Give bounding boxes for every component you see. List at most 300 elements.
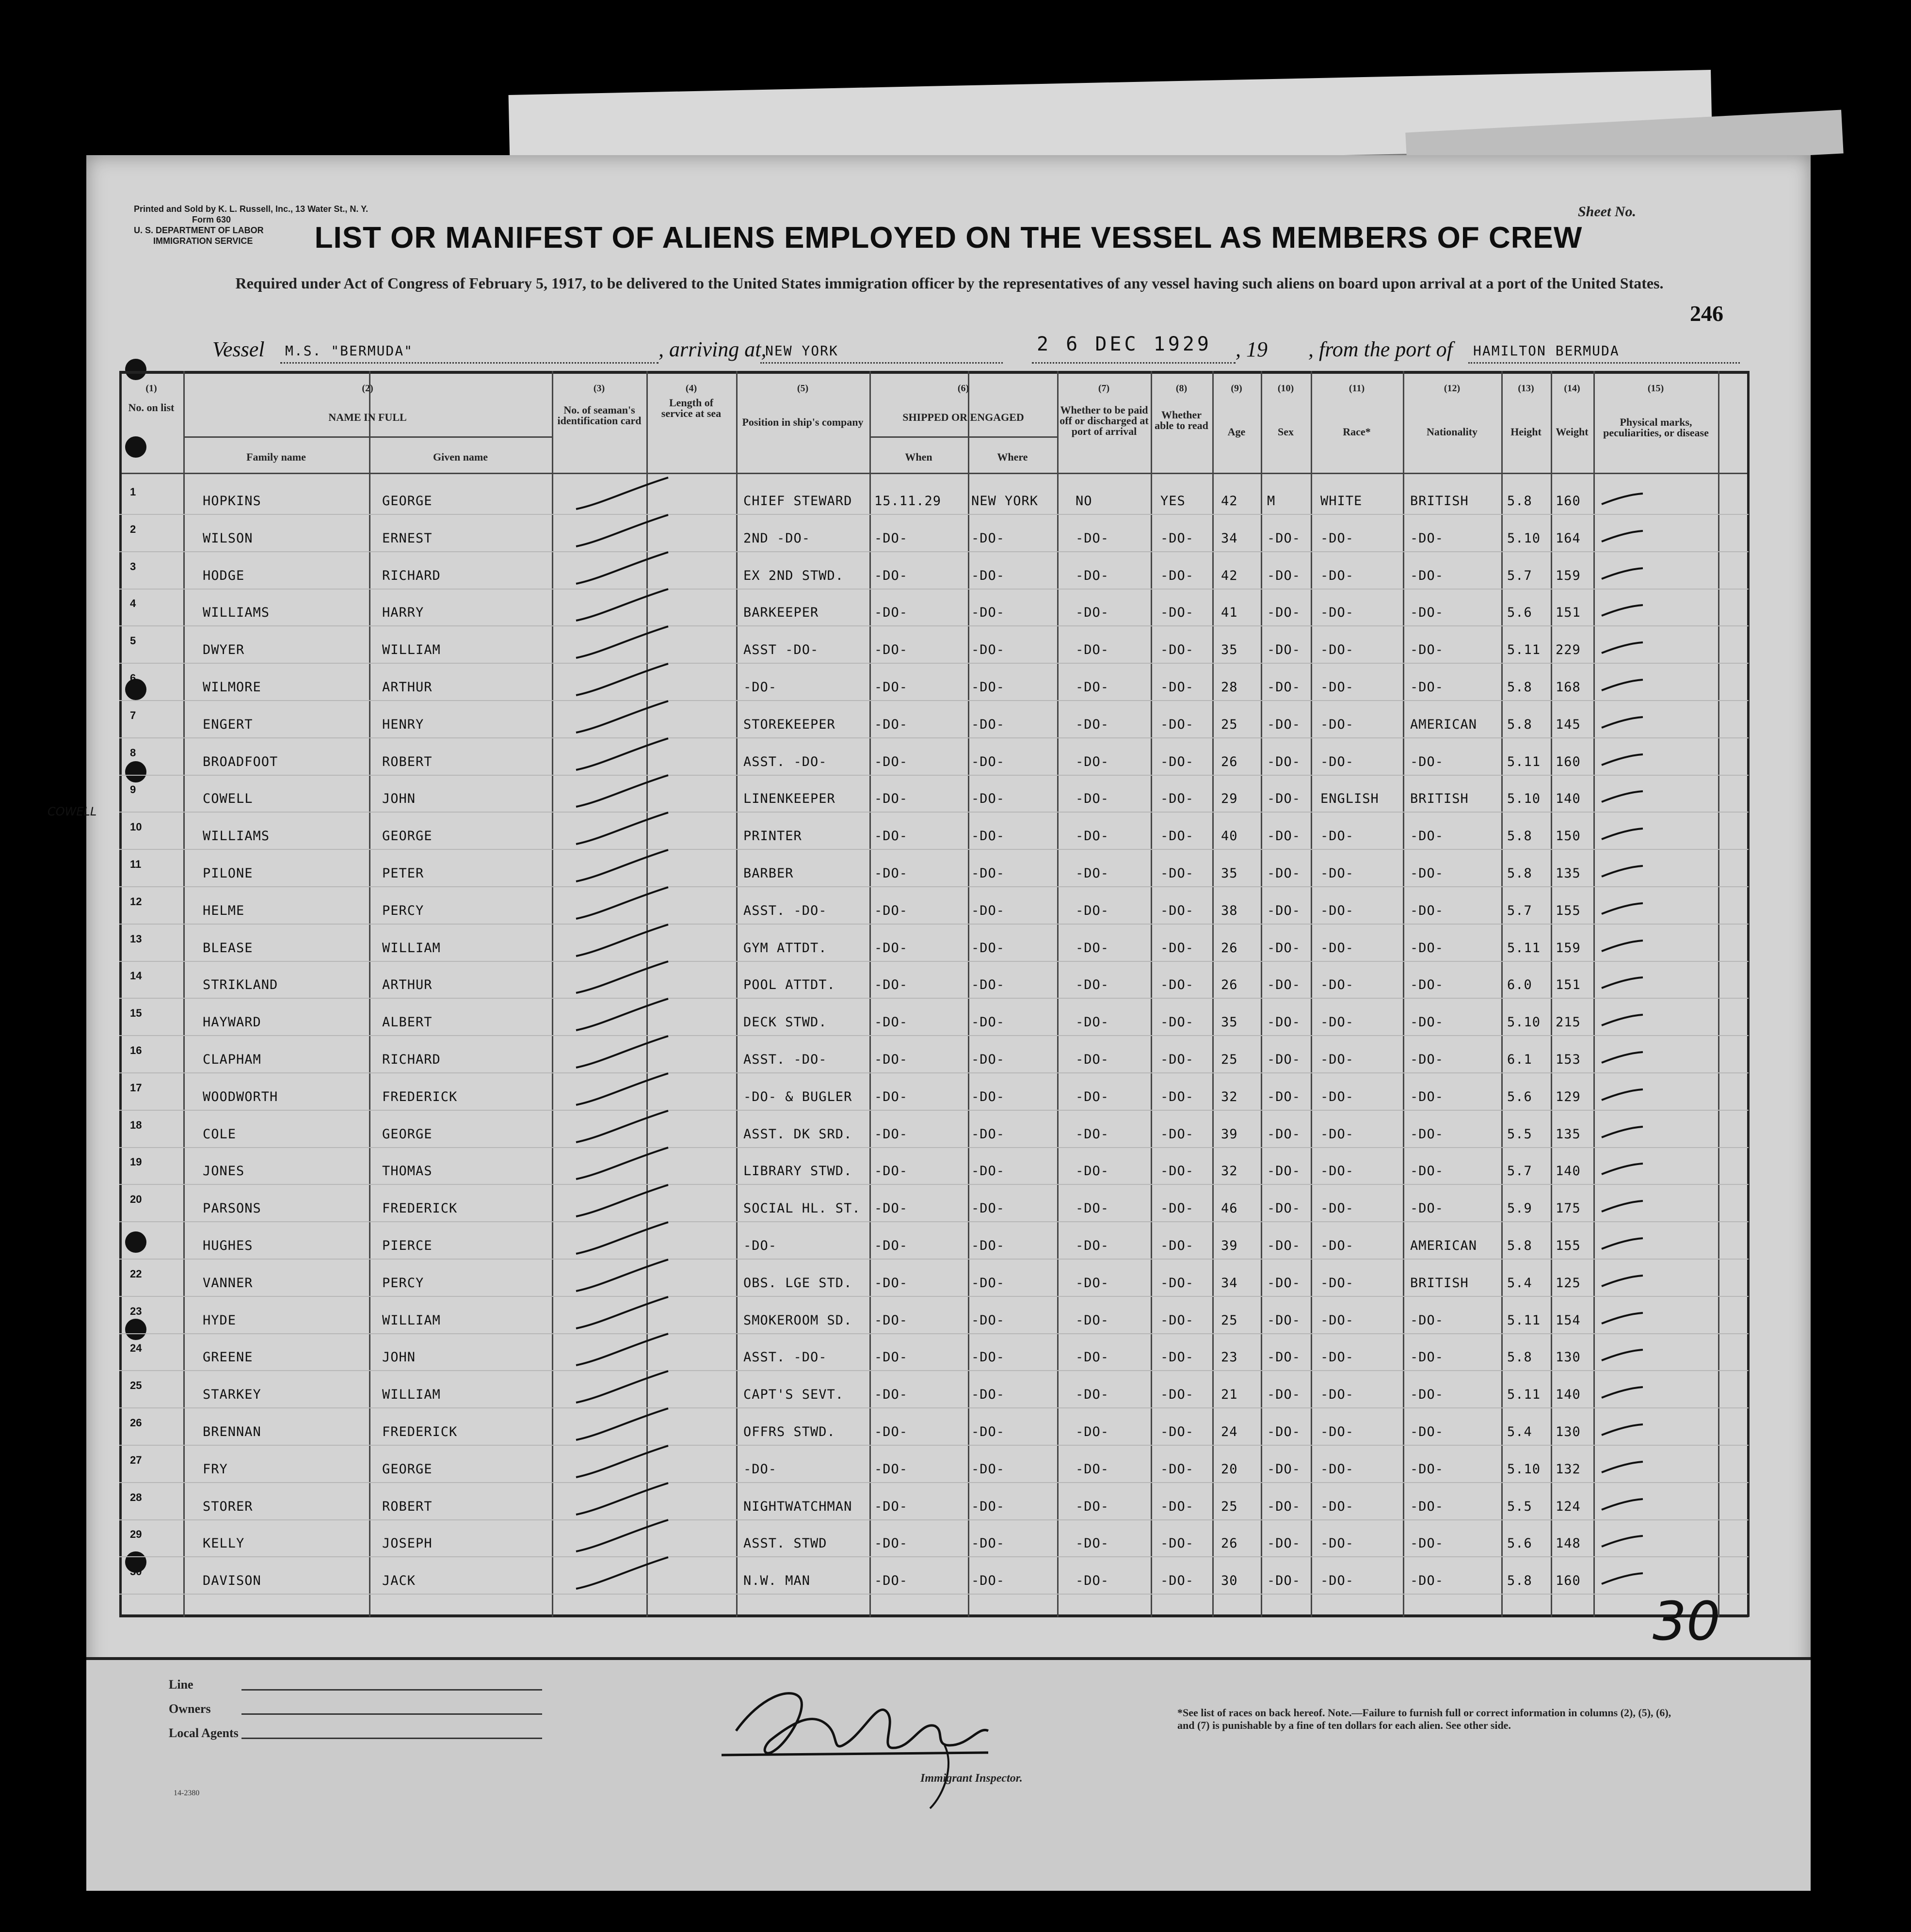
nationality: -DO- (1410, 1015, 1444, 1030)
height: 5.11 (1507, 940, 1541, 956)
age: 42 (1221, 568, 1238, 583)
header-name-in-full: NAME IN FULL (328, 411, 407, 423)
paid-off: -DO- (1076, 1573, 1109, 1589)
able-to-read: -DO- (1160, 940, 1194, 956)
marks-dash (1599, 1495, 1648, 1515)
id-card-checkmark (571, 1294, 678, 1333)
position: ASST. STWD (743, 1536, 827, 1551)
sheet-no-label: Sheet No. (1578, 204, 1636, 220)
age: 26 (1221, 754, 1238, 769)
given-name: WILLIAM (382, 1387, 441, 1403)
given-name: WILLIAM (382, 1312, 441, 1328)
race: WHITE (1320, 494, 1363, 509)
able-to-read: -DO- (1160, 866, 1194, 881)
form-number: 14-2380 (174, 1789, 200, 1797)
row-rule (119, 849, 1749, 850)
marks-dash (1599, 899, 1648, 919)
height: 5.8 (1507, 1350, 1532, 1365)
marks-dash (1599, 937, 1648, 956)
weight: 130 (1556, 1424, 1581, 1439)
table-rule (736, 371, 738, 1617)
shipped-when: -DO- (874, 1052, 908, 1067)
age: 25 (1221, 1312, 1238, 1328)
weight: 132 (1556, 1461, 1581, 1477)
arriving-port: NEW YORK (765, 343, 838, 359)
shipped-when: -DO- (874, 1536, 908, 1551)
marks-dash (1599, 1048, 1648, 1068)
marks-dash (1599, 713, 1648, 733)
family-name: STARKEY (203, 1387, 261, 1403)
position: ASST. -DO- (743, 754, 827, 769)
height: 5.4 (1507, 1424, 1532, 1439)
weight: 160 (1556, 1573, 1581, 1589)
paid-off: -DO- (1076, 1536, 1109, 1551)
sex: -DO- (1267, 1536, 1301, 1551)
header-race: Race* (1343, 426, 1371, 438)
able-to-read: -DO- (1160, 791, 1194, 807)
row-number: 10 (130, 821, 142, 833)
height: 5.8 (1507, 866, 1532, 881)
nationality: -DO- (1410, 1573, 1444, 1589)
column-number: (3) (593, 383, 605, 394)
given-name: PERCY (382, 903, 424, 918)
position: POOL ATTDT. (743, 977, 835, 993)
able-to-read: -DO- (1160, 568, 1194, 583)
nationality: -DO- (1410, 829, 1444, 844)
position: OFFRS STWD. (743, 1424, 835, 1439)
family-name: STRIKLAND (203, 977, 278, 993)
table-rule (552, 371, 553, 1617)
shipped-when: -DO- (874, 680, 908, 695)
table-rule (1151, 371, 1152, 1617)
able-to-read: -DO- (1160, 1164, 1194, 1179)
row-number: 29 (130, 1528, 142, 1541)
nationality: -DO- (1410, 754, 1444, 769)
height: 5.7 (1507, 903, 1532, 918)
row-number: 1 (130, 486, 136, 498)
shipped-where: -DO- (971, 680, 1005, 695)
nationality: -DO- (1410, 680, 1444, 695)
age: 25 (1221, 1499, 1238, 1514)
local-agents-field (241, 1738, 542, 1739)
shipped-where: -DO- (971, 829, 1005, 844)
weight: 160 (1556, 494, 1581, 509)
id-card-checkmark (571, 1220, 678, 1259)
sex: -DO- (1267, 1573, 1301, 1589)
given-name: WILLIAM (382, 940, 441, 956)
marks-dash (1599, 1569, 1648, 1589)
weight: 229 (1556, 642, 1581, 658)
column-number: (9) (1231, 383, 1242, 394)
shipped-where: -DO- (971, 1312, 1005, 1328)
id-card-checkmark (571, 1331, 678, 1370)
row-number: 12 (130, 895, 142, 908)
page-number: 246 (1690, 301, 1723, 326)
height: 5.8 (1507, 680, 1532, 695)
id-card-checkmark (571, 1481, 678, 1519)
shipped-where: -DO- (971, 1164, 1005, 1179)
shipped-when: -DO- (874, 1424, 908, 1439)
given-name: GEORGE (382, 494, 433, 509)
nationality: -DO- (1410, 1201, 1444, 1216)
weight: 153 (1556, 1052, 1581, 1067)
race: -DO- (1320, 568, 1354, 583)
race: -DO- (1320, 1015, 1354, 1030)
shipped-where: -DO- (971, 791, 1005, 807)
weight: 164 (1556, 530, 1581, 546)
paid-off: -DO- (1076, 829, 1109, 844)
height: 5.8 (1507, 1573, 1532, 1589)
family-name: WILMORE (203, 680, 261, 695)
weight: 124 (1556, 1499, 1581, 1514)
weight: 155 (1556, 1238, 1581, 1253)
family-name: WOODWORTH (203, 1089, 278, 1104)
table-rule (1718, 371, 1719, 1617)
row-rule (119, 1259, 1749, 1260)
marks-dash (1599, 974, 1648, 993)
race: -DO- (1320, 1089, 1354, 1104)
row-number: 8 (130, 746, 136, 759)
shipped-where: -DO- (971, 1499, 1005, 1514)
able-to-read: -DO- (1160, 754, 1194, 769)
given-name: THOMAS (382, 1164, 433, 1179)
able-to-read: -DO- (1160, 1350, 1194, 1365)
row-rule (119, 1445, 1749, 1446)
able-to-read: -DO- (1160, 1312, 1194, 1328)
race: -DO- (1320, 829, 1354, 844)
race: -DO- (1320, 680, 1354, 695)
height: 5.8 (1507, 829, 1532, 844)
table-rule (1403, 371, 1404, 1617)
row-number: 20 (130, 1193, 142, 1206)
race: -DO- (1320, 1201, 1354, 1216)
table-rule (1057, 371, 1059, 1617)
age: 39 (1221, 1238, 1238, 1253)
position: SMOKEROOM SD. (743, 1312, 852, 1328)
position: CHIEF STEWARD (743, 494, 852, 509)
given-name: GEORGE (382, 1461, 433, 1477)
vessel-name: M.S. "BERMUDA" (285, 343, 414, 359)
weight: 140 (1556, 1164, 1581, 1179)
id-card-checkmark (571, 1555, 678, 1594)
age: 32 (1221, 1164, 1238, 1179)
row-rule (119, 812, 1749, 813)
shipped-where: -DO- (971, 1461, 1005, 1477)
table-header-rule (119, 473, 1749, 474)
paid-off: -DO- (1076, 1089, 1109, 1104)
family-name: HOPKINS (203, 494, 261, 509)
shipped-when: -DO- (874, 1089, 908, 1104)
age: 28 (1221, 680, 1238, 695)
shipped-where: -DO- (971, 903, 1005, 918)
sex: -DO- (1267, 1238, 1301, 1253)
sex: M (1267, 494, 1276, 509)
row-rule (119, 1221, 1749, 1222)
able-to-read: -DO- (1160, 1201, 1194, 1216)
race: -DO- (1320, 1164, 1354, 1179)
weight: 130 (1556, 1350, 1581, 1365)
shipped-when: -DO- (874, 1387, 908, 1403)
row-rule (119, 1556, 1749, 1557)
id-card-checkmark (571, 1257, 678, 1296)
local-agents-label: Local Agents (169, 1726, 239, 1740)
id-card-checkmark (571, 810, 678, 849)
column-number: (11) (1349, 383, 1365, 394)
marks-dash (1599, 1532, 1648, 1551)
sex: -DO- (1267, 866, 1301, 881)
position: -DO- (743, 680, 777, 695)
race: -DO- (1320, 642, 1354, 658)
footnote: *See list of races on back hereof. Note.—Failure to furnish full or correct information in columns (2), (5), (6), and (7) is punishable by a fine of ten dollars for each alien. See other side. (1177, 1707, 1671, 1731)
row-number: 7 (130, 709, 136, 721)
position: 2ND -DO- (743, 530, 811, 546)
height: 5.6 (1507, 1089, 1532, 1104)
given-name: RICHARD (382, 1052, 441, 1067)
column-number: (1) (145, 383, 157, 394)
table-rule (183, 371, 185, 1617)
id-card-checkmark (571, 475, 678, 514)
header-service: Length of service at sea (661, 397, 722, 419)
weight: 150 (1556, 829, 1581, 844)
position: -DO- & BUGLER (743, 1089, 852, 1104)
sex: -DO- (1267, 977, 1301, 993)
row-rule (119, 1482, 1749, 1483)
age: 38 (1221, 903, 1238, 918)
position: ASST. -DO- (743, 1052, 827, 1067)
nationality: -DO- (1410, 568, 1444, 583)
table-rule (119, 371, 122, 1617)
nationality: -DO- (1410, 1499, 1444, 1514)
shipped-when: -DO- (874, 1275, 908, 1291)
row-number: 27 (130, 1453, 142, 1466)
race: -DO- (1320, 866, 1354, 881)
marks-dash (1599, 676, 1648, 695)
row-number: 2 (130, 523, 136, 535)
header-age: Age (1227, 426, 1246, 438)
marks-dash (1599, 1011, 1648, 1030)
shipped-when: -DO- (874, 791, 908, 807)
height: 5.5 (1507, 1499, 1532, 1514)
height: 5.7 (1507, 568, 1532, 583)
table-rule (869, 371, 871, 1617)
sex: -DO- (1267, 940, 1301, 956)
height: 5.10 (1507, 1015, 1541, 1030)
able-to-read: -DO- (1160, 680, 1194, 695)
id-card-checkmark (571, 885, 678, 924)
paid-off: -DO- (1076, 1424, 1109, 1439)
sex: -DO- (1267, 1126, 1301, 1142)
id-card-checkmark (571, 512, 678, 551)
able-to-read: -DO- (1160, 1499, 1194, 1514)
race: -DO- (1320, 1499, 1354, 1514)
table-rule (369, 371, 370, 1617)
height: 5.10 (1507, 1461, 1541, 1477)
nationality: -DO- (1410, 1424, 1444, 1439)
margin-note: COWELL (48, 805, 97, 818)
row-rule (119, 961, 1749, 962)
id-card-checkmark (571, 1034, 678, 1072)
row-number: 25 (130, 1379, 142, 1392)
row-number: 30 (130, 1565, 142, 1578)
shipped-where: -DO- (971, 1536, 1005, 1551)
id-card-checkmark (571, 847, 678, 886)
family-name: VANNER (203, 1275, 253, 1291)
shipped-when: -DO- (874, 1312, 908, 1328)
row-number: 14 (130, 970, 142, 982)
header-weight: Weight (1556, 426, 1589, 438)
family-name: CLAPHAM (203, 1052, 261, 1067)
column-number: (6) (957, 383, 969, 394)
table-rule (1551, 371, 1552, 1617)
paid-off: -DO- (1076, 568, 1109, 583)
table-rule (1311, 371, 1312, 1617)
shipped-when: -DO- (874, 1573, 908, 1589)
weight: 159 (1556, 568, 1581, 583)
row-number: 23 (130, 1305, 142, 1317)
marks-dash (1599, 787, 1648, 807)
position: ASST. DK SRD. (743, 1126, 852, 1142)
weight: 140 (1556, 791, 1581, 807)
position: ASST. -DO- (743, 903, 827, 918)
age: 21 (1221, 1387, 1238, 1403)
header-marks: Physical marks, peculiarities, or disease (1603, 416, 1709, 439)
able-to-read: -DO- (1160, 1052, 1194, 1067)
race: -DO- (1320, 977, 1354, 993)
family-name: BRENNAN (203, 1424, 261, 1439)
weight: 140 (1556, 1387, 1581, 1403)
nationality: -DO- (1410, 977, 1444, 993)
position: OBS. LGE STD. (743, 1275, 852, 1291)
age: 40 (1221, 829, 1238, 844)
marks-dash (1599, 564, 1648, 584)
paid-off: -DO- (1076, 1387, 1109, 1403)
row-rule (119, 1110, 1749, 1111)
family-name: PILONE (203, 866, 253, 881)
weight: 148 (1556, 1536, 1581, 1551)
id-card-checkmark (571, 624, 678, 663)
height: 5.5 (1507, 1126, 1532, 1142)
paid-off: -DO- (1076, 605, 1109, 621)
age: 29 (1221, 791, 1238, 807)
shipped-when: -DO- (874, 642, 908, 658)
position: LIBRARY STWD. (743, 1164, 852, 1179)
shipped-when: -DO- (874, 1238, 908, 1253)
shipped-when: -DO- (874, 1164, 908, 1179)
marks-dash (1599, 639, 1648, 658)
row-rule (119, 1333, 1749, 1334)
weight: 129 (1556, 1089, 1581, 1104)
family-name: STORER (203, 1499, 253, 1514)
sex: -DO- (1267, 717, 1301, 732)
row-number: 16 (130, 1044, 142, 1056)
shipped-when: -DO- (874, 754, 908, 769)
marks-dash (1599, 1197, 1648, 1216)
race: -DO- (1320, 1350, 1354, 1365)
row-number: 21 (130, 1230, 142, 1243)
row-rule (119, 886, 1749, 887)
sex: -DO- (1267, 754, 1301, 769)
marks-dash (1599, 1123, 1648, 1142)
nationality: -DO- (1410, 866, 1444, 881)
shipped-where: NEW YORK (971, 494, 1039, 509)
nationality: -DO- (1410, 1536, 1444, 1551)
printer-note-line: U. S. DEPARTMENT OF LABOR (134, 225, 264, 235)
marks-dash (1599, 527, 1648, 546)
row-number: 5 (130, 635, 136, 647)
sex: -DO- (1267, 1424, 1301, 1439)
row-number: 9 (130, 783, 136, 796)
sex: -DO- (1267, 605, 1301, 621)
given-name: PERCY (382, 1275, 424, 1291)
able-to-read: YES (1160, 494, 1186, 509)
family-name: COWELL (203, 791, 253, 807)
row-number: 13 (130, 932, 142, 945)
shipped-when: -DO- (874, 903, 908, 918)
shipped-where: -DO- (971, 1052, 1005, 1067)
given-name: JOHN (382, 1350, 416, 1365)
table-rule (968, 371, 969, 1617)
position: EX 2ND STWD. (743, 568, 844, 583)
position: -DO- (743, 1238, 777, 1253)
age: 35 (1221, 642, 1238, 658)
marks-dash (1599, 1346, 1648, 1365)
weight: 155 (1556, 903, 1581, 918)
id-card-checkmark (571, 1517, 678, 1556)
shipped-where: -DO- (971, 1015, 1005, 1030)
paid-off: -DO- (1076, 680, 1109, 695)
line-field (241, 1689, 542, 1691)
height: 5.8 (1507, 494, 1532, 509)
column-number: (14) (1564, 383, 1580, 394)
age: 46 (1221, 1201, 1238, 1216)
given-name: JACK (382, 1573, 416, 1589)
family-name: HODGE (203, 568, 245, 583)
paid-off: -DO- (1076, 1201, 1109, 1216)
handwritten-total: 30 (1653, 1590, 1720, 1652)
given-name: FREDERICK (382, 1424, 458, 1439)
given-name: GEORGE (382, 829, 433, 844)
inspector-signature (717, 1668, 1153, 1813)
sex: -DO- (1267, 1089, 1301, 1104)
race: -DO- (1320, 940, 1354, 956)
nationality: -DO- (1410, 1350, 1444, 1365)
height: 5.10 (1507, 791, 1541, 807)
table-bottom-rule (119, 1614, 1749, 1617)
shipped-where: -DO- (971, 1275, 1005, 1291)
weight: 215 (1556, 1015, 1581, 1030)
shipped-when: -DO- (874, 605, 908, 621)
position: BARBER (743, 866, 794, 881)
race: -DO- (1320, 1573, 1354, 1589)
age: 26 (1221, 977, 1238, 993)
shipped-when: -DO- (874, 977, 908, 993)
age: 24 (1221, 1424, 1238, 1439)
id-card-checkmark (571, 1369, 678, 1407)
able-to-read: -DO- (1160, 829, 1194, 844)
row-number: 22 (130, 1267, 142, 1280)
id-card-checkmark (571, 996, 678, 1035)
row-number: 3 (130, 560, 136, 573)
marks-dash (1599, 601, 1648, 621)
table-rule (1747, 371, 1750, 1617)
able-to-read: -DO- (1160, 1424, 1194, 1439)
able-to-read: -DO- (1160, 1238, 1194, 1253)
sex: -DO- (1267, 642, 1301, 658)
header-paid-off: Whether to be paid off or discharged at port of arrival (1060, 404, 1149, 437)
marks-dash (1599, 1234, 1648, 1254)
column-number: (13) (1518, 383, 1534, 394)
given-name: ERNEST (382, 530, 433, 546)
